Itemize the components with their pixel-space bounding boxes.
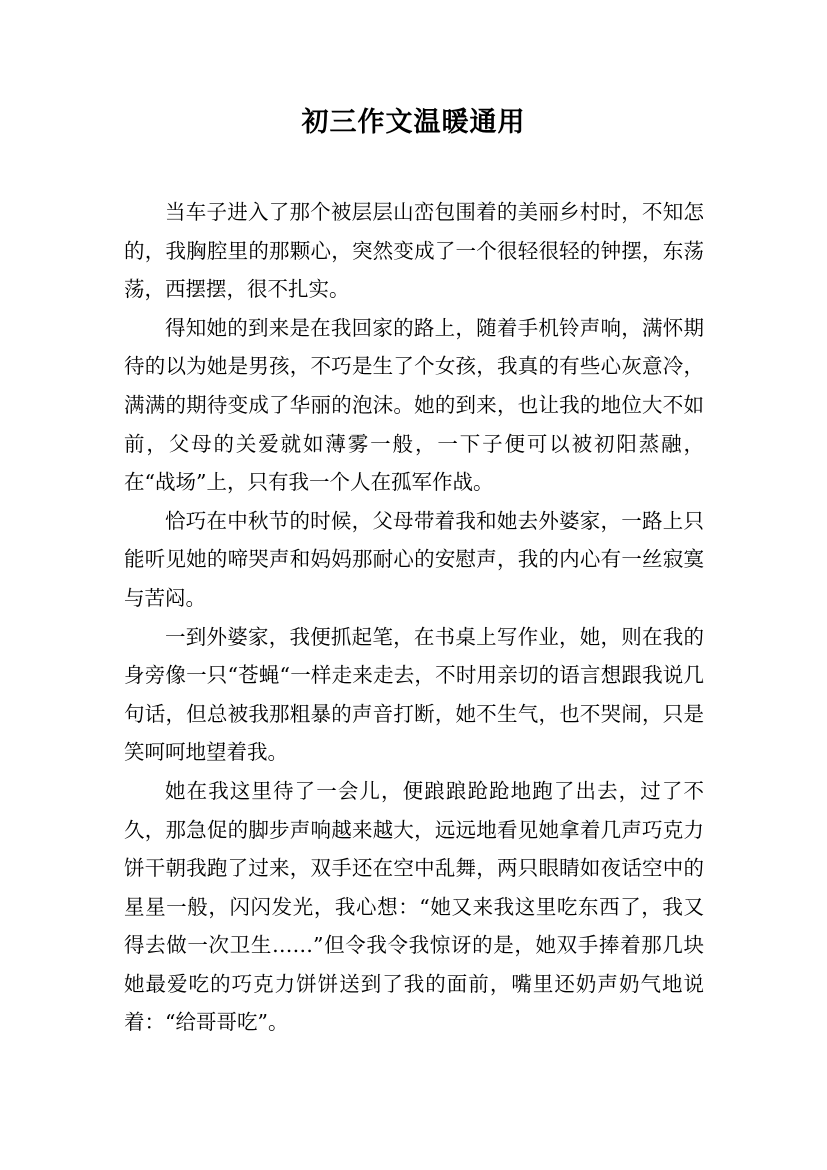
document-body	[124, 193, 704, 1042]
paragraph: 一到外婆家，我便抓起笔，在书桌上写作业，她，则在我的身旁像一只“苍蝇“一样走来走去，不时用亲切的语言想跟我说几句话，但总被我那粗暴的声音打断，她不生气，也不哭闹，只是笑呵呵地望着我。	[124, 624, 704, 765]
paragraph: 她在我这里待了一会儿，便踉踉跄跄地跑了出去，过了不久，那急促的脚步声响越来越大，远远地看见她拿着几声巧克力饼干朝我跑了过来，双手还在空中乱舞，两只眼睛如夜话空中的星星一般，闪闪发光，我心想：“她又来我这里吃东西了，我又得去做一次卫生……”但令我令我惊讶的是，她双手捧着那几块她最爱吃的巧克力饼饼送到了我的面前，嘴里还奶声奶气地说着：“给哥哥吃”。	[124, 778, 704, 1035]
document-title: 初三作文温暖通用	[301, 107, 526, 138]
paragraph: 恰巧在中秋节的时候，父母带着我和她去外婆家，一路上只能听见她的啼哭声和妈妈那耐心的安慰声，我的内心有一丝寂寞与苦闷。	[124, 508, 704, 610]
paragraph: 当车子进入了那个被层层山峦包围着的美丽乡村时，不知怎的，我胸腔里的那颗心，突然变成了一个很轻很轻的钟摆，东荡荡，西摆摆，很不扎实。	[124, 200, 704, 302]
paragraph: 得知她的到来是在我回家的路上，随着手机铃声响，满怀期待的以为她是男孩，不巧是生了个女孩，我真的有些心灰意冷，满满的期待变成了华丽的泡沫。她的到来，也让我的地位大不如前，父母的关爱就如薄雾一般，一下子便可以被初阳蒸融，在“战场”上，只有我一个人在孤军作战。	[124, 315, 704, 495]
